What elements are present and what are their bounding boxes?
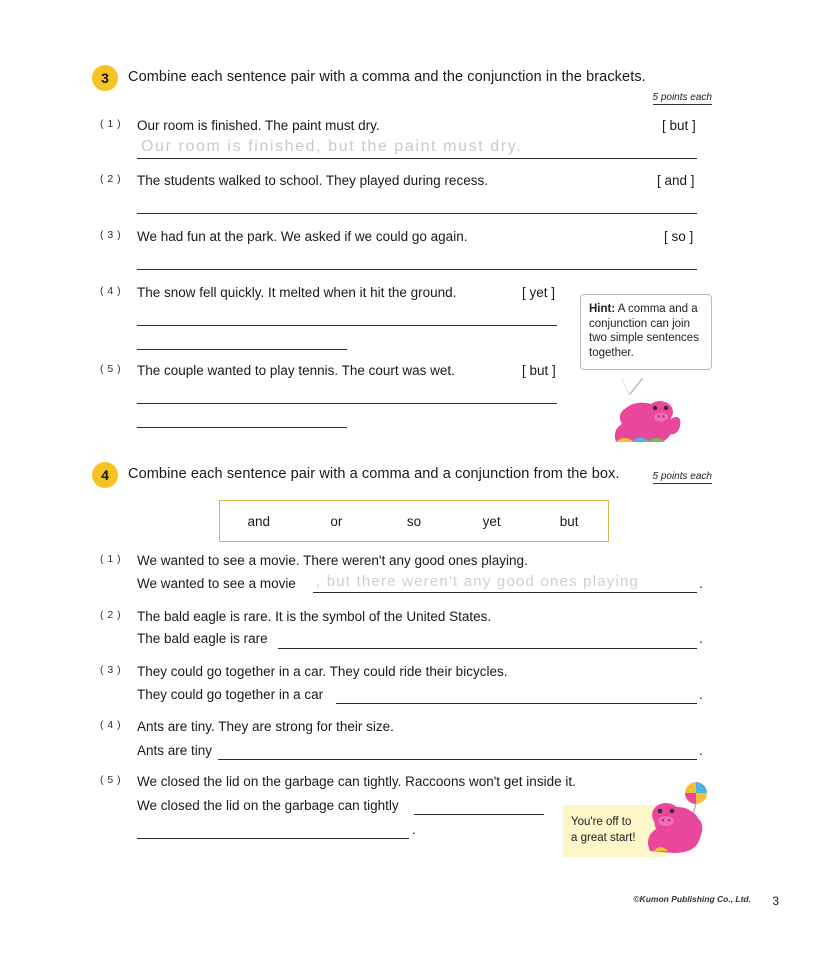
s4-q1-answer-text: , but there weren't any good ones playing bbox=[316, 573, 640, 590]
s4-q1-text: We wanted to see a movie. There weren't any good ones playing. bbox=[137, 553, 528, 568]
s3-q1-bracket: [ but ] bbox=[662, 118, 696, 133]
mascot-hippo-icon bbox=[610, 392, 686, 453]
s3-q3-number: ( 3 ) bbox=[100, 229, 122, 241]
s4-q1-lead: We wanted to see a movie bbox=[137, 576, 296, 591]
s3-q5-bracket: [ but ] bbox=[522, 363, 556, 378]
s4-q2-number: ( 2 ) bbox=[100, 609, 122, 621]
s3-q3-text: We had fun at the park. We asked if we could go again. bbox=[137, 229, 468, 244]
s3-q5-number: ( 5 ) bbox=[100, 363, 122, 375]
note-line-2: a great start! bbox=[571, 831, 636, 844]
s4-q4-answer-line[interactable] bbox=[218, 759, 697, 760]
section-3-number: 3 bbox=[92, 65, 118, 91]
s4-q4-period: . bbox=[699, 743, 703, 758]
s4-q5-answer-line-2[interactable] bbox=[137, 838, 409, 839]
word-box-option-and[interactable]: and bbox=[247, 513, 271, 529]
s4-q3-answer-line[interactable] bbox=[336, 703, 697, 704]
s3-q5-text: The couple wanted to play tennis. The court was wet. bbox=[137, 363, 455, 378]
s4-q1-answer-line[interactable] bbox=[313, 592, 697, 593]
word-box-option-yet[interactable]: yet bbox=[482, 513, 501, 529]
s4-q2-period: . bbox=[699, 631, 703, 646]
word-box-option-or[interactable]: or bbox=[330, 513, 343, 529]
copyright-text: ©Kumon Publishing Co., Ltd. bbox=[633, 894, 751, 904]
s4-q5-number: ( 5 ) bbox=[100, 774, 122, 786]
s3-q3-answer-line[interactable] bbox=[137, 269, 697, 270]
s4-q1-number: ( 1 ) bbox=[100, 553, 122, 565]
s4-q3-number: ( 3 ) bbox=[100, 664, 122, 676]
hint-label: Hint: bbox=[589, 303, 616, 315]
s4-q5-lead: We closed the lid on the garbage can tightly bbox=[137, 798, 399, 813]
hint-text: A comma and a conjunction can join two simple sentences together. bbox=[589, 303, 699, 360]
page-number: 3 bbox=[772, 894, 779, 908]
s4-q5-period: . bbox=[412, 822, 416, 837]
s4-q4-lead: Ants are tiny bbox=[137, 743, 213, 758]
section-3-points: 5 points each bbox=[652, 92, 712, 103]
section-4-points: 5 points each bbox=[652, 471, 712, 482]
section-3-title: Combine each sentence pair with a comma and the conjunction in the brackets. bbox=[128, 69, 646, 85]
mascot-hippo-balloon-icon bbox=[640, 781, 720, 862]
section-4-header bbox=[92, 465, 712, 488]
s4-q4-text: Ants are tiny. They are strong for their size. bbox=[137, 719, 394, 734]
hint-bubble bbox=[580, 294, 712, 370]
word-box-option-so[interactable]: so bbox=[406, 513, 422, 529]
s3-q1-text: Our room is finished. The paint must dry. bbox=[137, 118, 380, 133]
s3-q4-text: The snow fell quickly. It melted when it hit the ground. bbox=[137, 285, 457, 300]
s3-q2-number: ( 2 ) bbox=[100, 173, 122, 185]
s4-q4-number: ( 4 ) bbox=[100, 719, 122, 731]
s3-q2-answer-line[interactable] bbox=[137, 213, 697, 214]
s3-q4-answer-line-1[interactable] bbox=[137, 325, 557, 326]
s4-q3-lead: They could go together in a car bbox=[137, 687, 324, 702]
s3-q1-number: ( 1 ) bbox=[100, 118, 122, 130]
s3-q4-number: ( 4 ) bbox=[100, 285, 122, 297]
s4-q3-text: They could go together in a car. They could ride their bicycles. bbox=[137, 664, 508, 679]
word-box-option-but[interactable]: but bbox=[559, 513, 579, 529]
s4-q2-text: The bald eagle is rare. It is the symbol of the United States. bbox=[137, 609, 492, 624]
s4-q5-text: We closed the lid on the garbage can tightly. Raccoons won't get inside it. bbox=[137, 774, 576, 789]
s3-q2-text: The students walked to school. They played during recess. bbox=[137, 173, 488, 188]
s3-q4-bracket: [ yet ] bbox=[522, 285, 556, 300]
s3-q5-answer-line-2[interactable] bbox=[137, 427, 347, 428]
section-4-title: Combine each sentence pair with a comma and a conjunction from the box. bbox=[128, 466, 620, 482]
s4-q5-answer-line-1[interactable] bbox=[414, 814, 544, 815]
section-3-header bbox=[92, 68, 712, 91]
s4-q3-period: . bbox=[699, 687, 703, 702]
s3-q5-answer-line-1[interactable] bbox=[137, 403, 557, 404]
s3-q3-bracket: [ so ] bbox=[664, 229, 694, 244]
s4-q2-lead: The bald eagle is rare bbox=[137, 631, 268, 646]
section-4-number: 4 bbox=[92, 462, 118, 488]
s3-q2-bracket: [ and ] bbox=[657, 173, 695, 188]
s4-q1-period: . bbox=[699, 576, 703, 591]
s4-q2-answer-line[interactable] bbox=[278, 648, 697, 649]
s3-q4-answer-line-2[interactable] bbox=[137, 349, 347, 350]
s3-q1-answer-text: Our room is finished, but the paint must dry. bbox=[141, 138, 523, 155]
s3-q1-answer-line[interactable] bbox=[137, 158, 697, 159]
conjunction-word-box bbox=[219, 500, 609, 542]
note-line-1: You're off to bbox=[571, 816, 632, 828]
